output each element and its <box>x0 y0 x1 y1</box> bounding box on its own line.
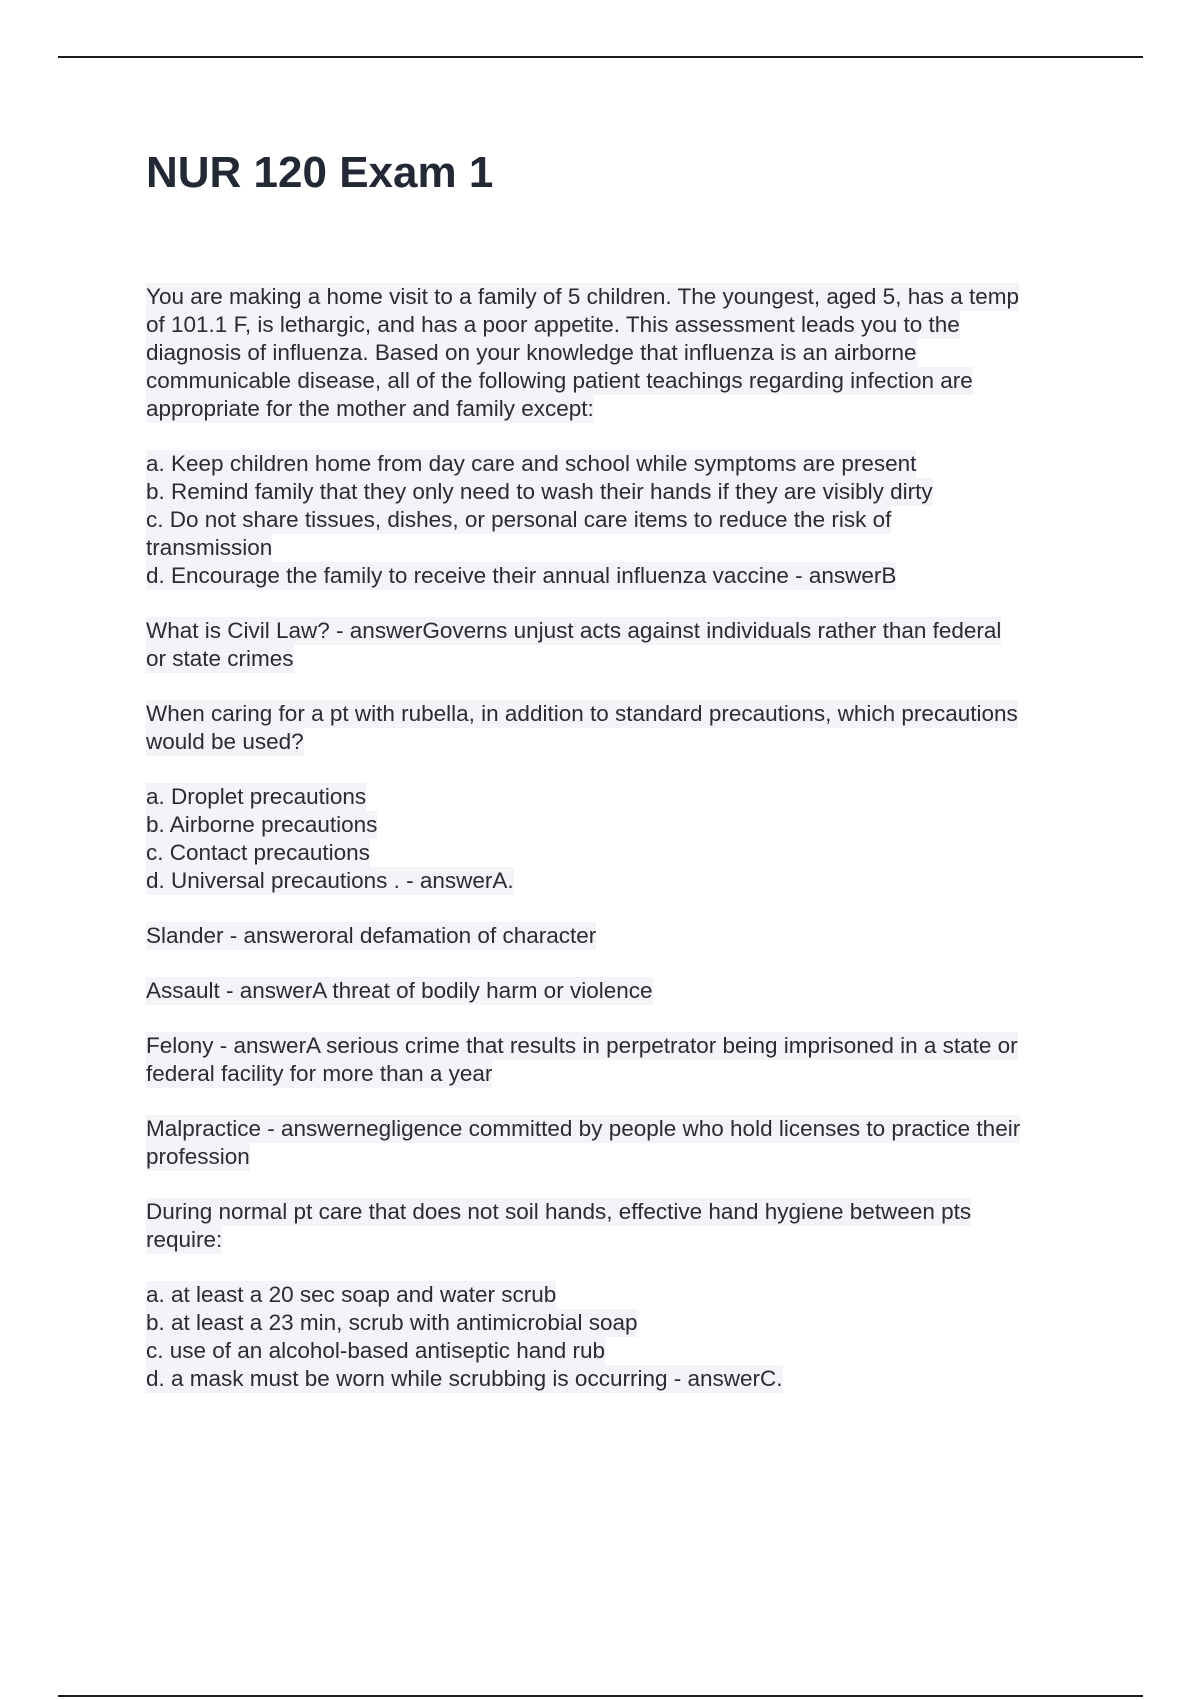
text-line: What is Civil Law? - answerGoverns unjust acts against individuals rather than federal <box>146 618 1002 643</box>
text-block <box>146 450 1096 590</box>
text-block <box>146 617 1096 673</box>
text-block <box>146 783 1096 895</box>
text-line: c. use of an alcohol-based antiseptic hand rub <box>146 1338 606 1363</box>
text-line: d. Universal precautions . - answerA. <box>146 868 514 893</box>
text-block <box>146 283 1096 423</box>
text-line: You are making a home visit to a family of 5 children. The youngest, aged 5, has a temp <box>146 284 1020 309</box>
text-block <box>146 1115 1096 1171</box>
text-line: d. a mask must be worn while scrubbing is occurring - answerC. <box>146 1366 783 1391</box>
text-block <box>146 1281 1096 1393</box>
text-line: c. Contact precautions <box>146 840 370 865</box>
top-divider <box>58 56 1143 58</box>
text-line: Slander - answeroral defamation of character <box>146 923 597 948</box>
text-block <box>146 922 1096 950</box>
bottom-divider <box>58 1695 1143 1697</box>
text-line: During normal pt care that does not soil hands, effective hand hygiene between pts <box>146 1199 972 1224</box>
text-line: b. Airborne precautions <box>146 812 378 837</box>
text-line: Felony - answerA serious crime that results in perpetrator being imprisoned in a state or <box>146 1033 1018 1058</box>
text-line: Malpractice - answernegligence committed by people who hold licenses to practice their <box>146 1116 1021 1141</box>
text-block <box>146 1032 1096 1088</box>
text-line: require: <box>146 1227 223 1252</box>
text-line: profession <box>146 1144 250 1169</box>
text-line: b. at least a 23 min, scrub with antimicrobial soap <box>146 1310 638 1335</box>
page-title: NUR 120 Exam 1 <box>146 148 494 197</box>
text-line: a. at least a 20 sec soap and water scrub <box>146 1282 557 1307</box>
text-block <box>146 1198 1096 1254</box>
text-line: appropriate for the mother and family except: <box>146 396 594 421</box>
text-block <box>146 700 1096 756</box>
text-line: of 101.1 F, is lethargic, and has a poor appetite. This assessment leads you to the <box>146 312 960 337</box>
text-line: b. Remind family that they only need to wash their hands if they are visibly dirty <box>146 479 933 504</box>
text-line: diagnosis of influenza. Based on your knowledge that influenza is an airborne <box>146 340 917 365</box>
text-line: transmission <box>146 535 273 560</box>
text-line: or state crimes <box>146 646 294 671</box>
text-line: When caring for a pt with rubella, in addition to standard precautions, which precautions <box>146 701 1018 726</box>
text-line: Assault - answerA threat of bodily harm or violence <box>146 978 653 1003</box>
text-line: d. Encourage the family to receive their annual influenza vaccine - answerB <box>146 563 897 588</box>
text-line: communicable disease, all of the following patient teachings regarding infection are <box>146 368 973 393</box>
text-line: federal facility for more than a year <box>146 1061 493 1086</box>
text-line: a. Droplet precautions <box>146 784 367 809</box>
text-line: c. Do not share tissues, dishes, or personal care items to reduce the risk of <box>146 507 892 532</box>
text-line: a. Keep children home from day care and school while symptoms are present <box>146 451 917 476</box>
document-body <box>146 283 1096 1420</box>
text-line: would be used? <box>146 729 304 754</box>
text-block <box>146 977 1096 1005</box>
